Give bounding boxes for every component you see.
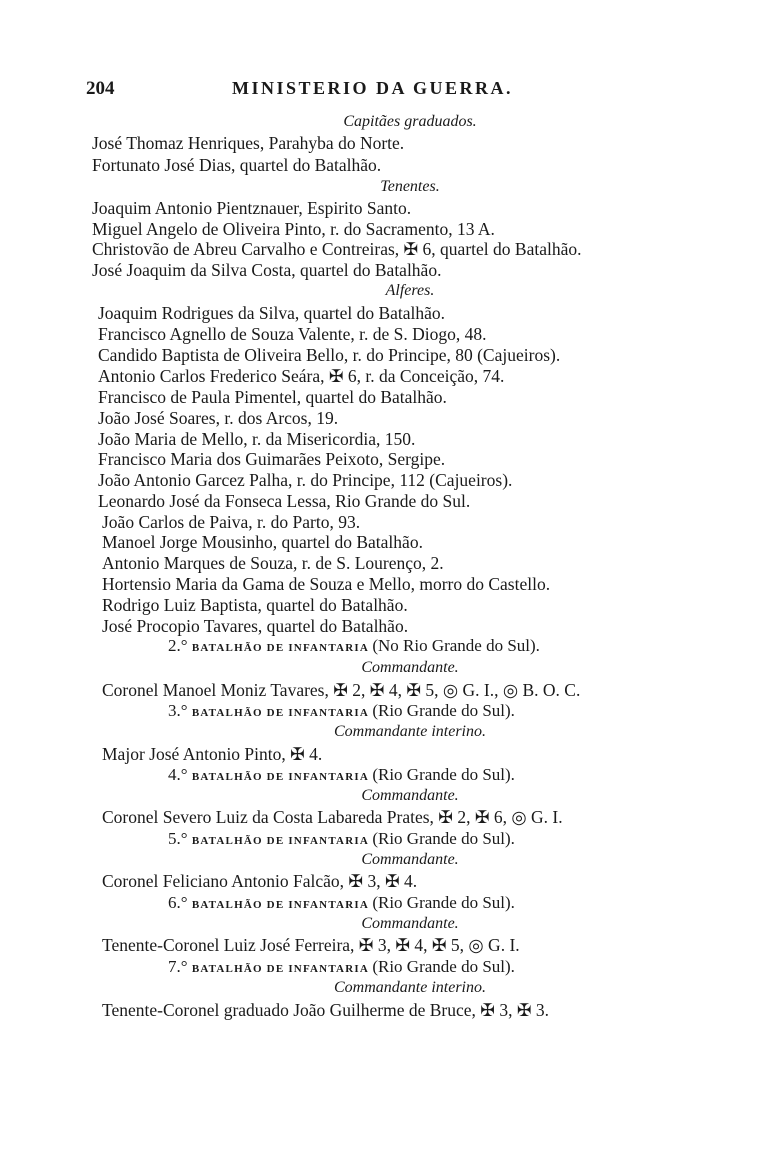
battalion-number: 4.° — [168, 765, 192, 784]
roster-entry: Tenente-Coronel graduado João Guilherme de Bruce, ✠ 3, ✠ 3. — [102, 1000, 549, 1020]
page-number: 204 — [86, 78, 115, 99]
battalion-label: BATALHÃO DE INFANTARIA — [191, 771, 373, 783]
battalion-heading — [168, 957, 515, 979]
roster-entry: Christovão de Abreu Carvalho e Contreiras, ✠ 6, quartel do Batalhão. — [92, 239, 582, 259]
battalion-location: (Rio Grande do Sul). — [372, 829, 515, 848]
section-subheading: Capitães graduados. — [343, 113, 477, 130]
roster-entry: Leonardo José da Fonseca Lessa, Rio Grande do Sul. — [98, 491, 471, 511]
battalion-label: BATALHÃO DE INFANTARIA — [191, 835, 373, 847]
roster-entry: Fortunato José Dias, quartel do Batalhão. — [92, 155, 382, 175]
roster-entry: Miguel Angelo de Oliveira Pinto, r. do Sacramento, 13 A. — [92, 219, 495, 239]
battalion-heading — [168, 829, 515, 851]
roster-entry: Francisco Maria dos Guimarães Peixoto, Sergipe. — [98, 449, 446, 469]
section-subheading: Commandante interino. — [334, 723, 486, 740]
roster-entry: Joaquim Antonio Pientznauer, Espirito Santo. — [92, 198, 412, 218]
roster-entry: Antonio Carlos Frederico Seára, ✠ 6, r. da Conceição, 74. — [98, 366, 505, 386]
section-subheading: Commandante. — [361, 659, 459, 676]
roster-entry: Manoel Jorge Mousinho, quartel do Batalhão. — [102, 532, 423, 552]
roster-entry: Francisco Agnello de Souza Valente, r. de S. Diogo, 48. — [98, 324, 487, 344]
roster-entry: Francisco de Paula Pimentel, quartel do Batalhão. — [98, 387, 447, 407]
section-subheading: Commandante. — [361, 915, 459, 932]
battalion-number: 2.° — [168, 636, 192, 655]
roster-entry: Coronel Manoel Moniz Tavares, ✠ 2, ✠ 4, ✠ 5, ◎ G. I., ◎ B. O. C. — [102, 680, 581, 700]
battalion-label: BATALHÃO DE INFANTARIA — [191, 899, 373, 911]
battalion-number: 5.° — [168, 829, 192, 848]
battalion-number: 7.° — [168, 957, 192, 976]
battalion-heading — [168, 765, 515, 787]
roster-entry: Tenente-Coronel Luiz José Ferreira, ✠ 3, ✠ 4, ✠ 5, ◎ G. I. — [102, 935, 520, 955]
roster-entry: Rodrigo Luiz Baptista, quartel do Batalhão. — [102, 595, 408, 615]
roster-entry: Coronel Severo Luiz da Costa Labareda Prates, ✠ 2, ✠ 6, ◎ G. I. — [102, 807, 563, 827]
battalion-location: (No Rio Grande do Sul). — [372, 636, 540, 655]
roster-entry: Coronel Feliciano Antonio Falcão, ✠ 3, ✠ 4. — [102, 871, 418, 891]
roster-entry: Antonio Marques de Souza, r. de S. Lourenço, 2. — [102, 553, 444, 573]
roster-entry: José Joaquim da Silva Costa, quartel do Batalhão. — [92, 260, 442, 280]
roster-entry: João Maria de Mello, r. da Misericordia, 150. — [98, 429, 416, 449]
battalion-number: 3.° — [168, 701, 192, 720]
battalion-heading — [168, 701, 515, 723]
roster-entry: Candido Baptista de Oliveira Bello, r. do Principe, 80 (Cajueiros). — [98, 345, 561, 365]
running-title: MINISTERIO DA GUERRA. — [232, 78, 514, 98]
roster-entry: Hortensio Maria da Gama de Souza e Mello, morro do Castello. — [102, 574, 551, 594]
battalion-heading — [168, 636, 540, 658]
battalion-location: (Rio Grande do Sul). — [372, 957, 515, 976]
battalion-number: 6.° — [168, 893, 192, 912]
battalion-location: (Rio Grande do Sul). — [372, 701, 515, 720]
battalion-label: BATALHÃO DE INFANTARIA — [191, 707, 373, 719]
section-subheading: Tenentes. — [380, 178, 440, 195]
roster-entry: Joaquim Rodrigues da Silva, quartel do Batalhão. — [98, 303, 446, 323]
section-subheading: Commandante. — [361, 851, 459, 868]
roster-entry: Major José Antonio Pinto, ✠ 4. — [102, 744, 323, 764]
battalion-heading — [168, 893, 515, 915]
battalion-location: (Rio Grande do Sul). — [372, 893, 515, 912]
roster-entry: José Thomaz Henriques, Parahyba do Norte. — [92, 133, 405, 153]
battalion-location: (Rio Grande do Sul). — [372, 765, 515, 784]
roster-entry: João José Soares, r. dos Arcos, 19. — [98, 408, 339, 428]
battalion-label: BATALHÃO DE INFANTARIA — [191, 963, 373, 975]
section-subheading: Commandante. — [361, 787, 459, 804]
roster-entry: José Procopio Tavares, quartel do Batalhão. — [102, 616, 409, 636]
section-subheading: Alferes. — [385, 282, 435, 299]
section-subheading: Commandante interino. — [334, 979, 486, 996]
roster-entry: João Carlos de Paiva, r. do Parto, 93. — [102, 512, 361, 532]
battalion-label: BATALHÃO DE INFANTARIA — [191, 642, 373, 654]
roster-entry: João Antonio Garcez Palha, r. do Principe, 112 (Cajueiros). — [98, 470, 513, 490]
page-header — [86, 78, 736, 108]
